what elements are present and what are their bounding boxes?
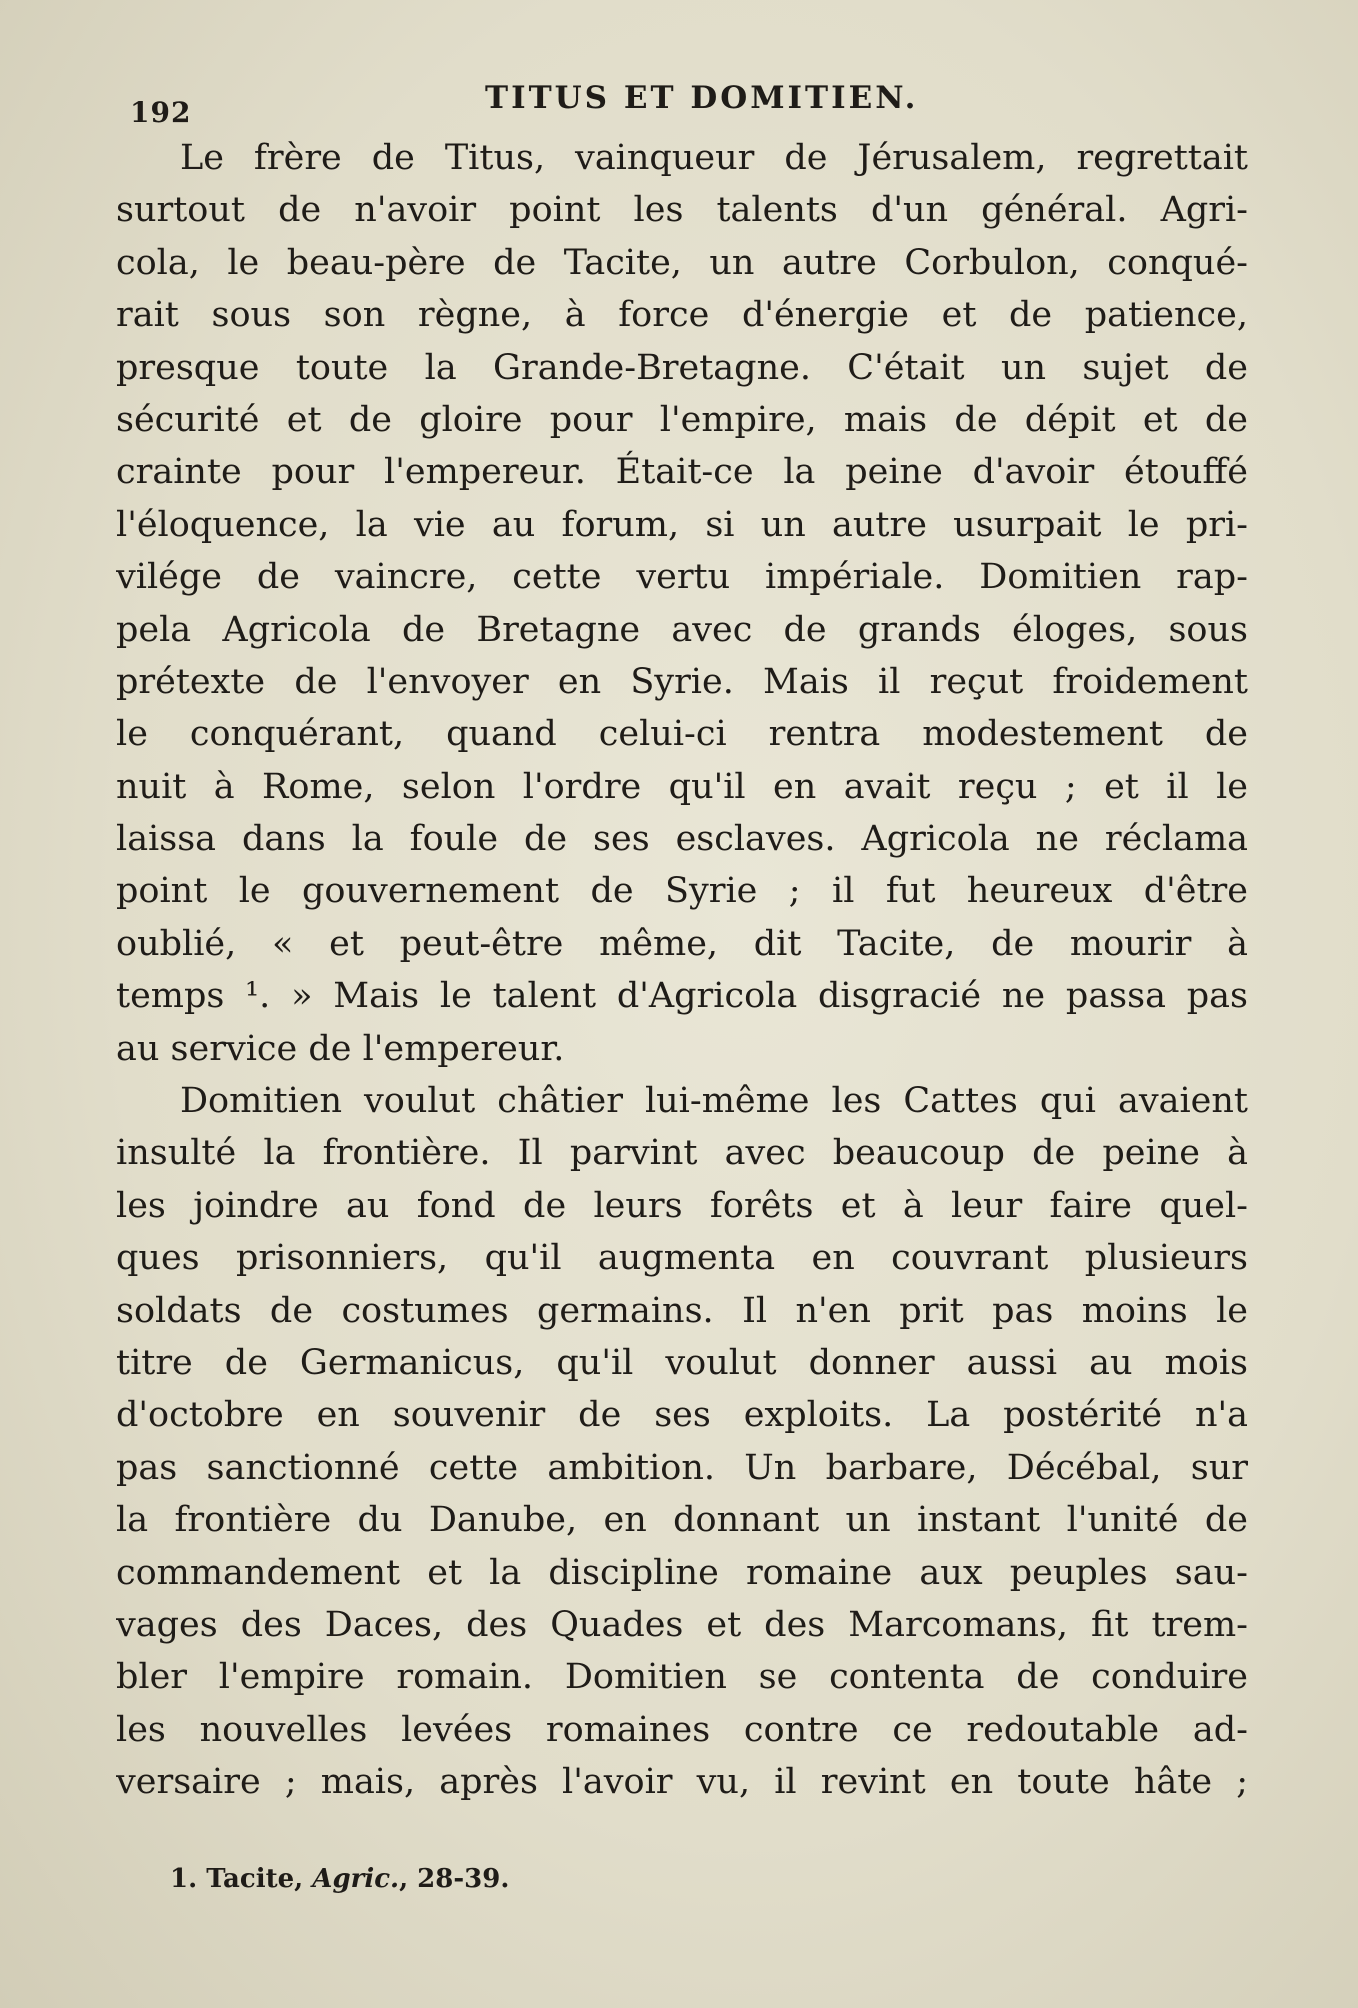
footnote-work: Agric.	[312, 1864, 400, 1894]
page-number: 192	[130, 96, 192, 129]
text-line: les nouvelles levées romaines contre ce redoutable ad-	[116, 1709, 1248, 1750]
text-line: ques prisonniers, qu'il augmenta en couvrant plusieurs	[116, 1238, 1248, 1279]
text-line: bler l'empire romain. Domitien se contenta de conduire	[116, 1657, 1248, 1698]
text-line: oublié, « et peut-être même, dit Tacite, de mourir à	[116, 923, 1248, 964]
text-line: temps ¹. » Mais le talent d'Agricola disgracié ne passa pas	[116, 976, 1248, 1017]
text-line: au service de l'empereur.	[116, 1028, 565, 1069]
text-line: les joindre au fond de leurs forêts et à leur faire quel-	[116, 1185, 1248, 1226]
text-line: rait sous son règne, à force d'énergie et de patience,	[116, 295, 1248, 336]
paragraph	[116, 1075, 1248, 1808]
text-line: pas sanctionné cette ambition. Un barbare, Décébal, sur	[116, 1447, 1248, 1488]
text-line: l'éloquence, la vie au forum, si un autre usurpait le pri-	[116, 504, 1248, 545]
text-line: point le gouvernement de Syrie ; il fut heureux d'être	[116, 871, 1248, 912]
text-line: vages des Daces, des Quades et des Marcomans, fit trem-	[116, 1604, 1248, 1645]
text-line: vilége de vaincre, cette vertu impériale. Domitien rap-	[116, 557, 1248, 598]
text-line: titre de Germanicus, qu'il voulut donner aussi au mois	[116, 1342, 1248, 1383]
text-line: surtout de n'avoir point les talents d'un général. Agri-	[116, 190, 1248, 231]
running-head	[130, 76, 1250, 129]
footnote-suffix: , 28-39.	[399, 1864, 510, 1894]
footnote	[170, 1864, 509, 1894]
text-line: soldats de costumes germains. Il n'en prit pas moins le	[116, 1290, 1248, 1331]
text-line: prétexte de l'envoyer en Syrie. Mais il reçut froidement	[116, 661, 1248, 702]
text-line: pela Agricola de Bretagne avec de grands éloges, sous	[116, 609, 1248, 650]
text-line: insulté la frontière. Il parvint avec beaucoup de peine à	[116, 1133, 1248, 1174]
text-line: Domitien voulut châtier lui-même les Cattes qui avaient	[180, 1081, 1248, 1122]
body-text	[116, 132, 1248, 1809]
text-line: sécurité et de gloire pour l'empire, mais de dépit et de	[116, 399, 1248, 440]
text-line: presque toute la Grande-Bretagne. C'était un sujet de	[116, 347, 1248, 388]
text-line: versaire ; mais, après l'avoir vu, il revint en toute hâte ;	[116, 1762, 1248, 1803]
text-line: commandement et la discipline romaine aux peuples sau-	[116, 1552, 1248, 1593]
text-line: crainte pour l'empereur. Était-ce la peine d'avoir étouffé	[116, 452, 1248, 493]
text-line: d'octobre en souvenir de ses exploits. La postérité n'a	[116, 1395, 1248, 1436]
paragraph	[116, 132, 1248, 1075]
running-title: TITUS ET DOMITIEN.	[485, 80, 919, 116]
text-line: nuit à Rome, selon l'ordre qu'il en avait reçu ; et il le	[116, 766, 1248, 807]
footnote-prefix: 1. Tacite,	[170, 1864, 313, 1894]
text-line: cola, le beau-père de Tacite, un autre Corbulon, conqué-	[116, 242, 1248, 283]
text-line: la frontière du Danube, en donnant un instant l'unité de	[116, 1500, 1248, 1541]
text-line: laissa dans la foule de ses esclaves. Agricola ne réclama	[116, 819, 1248, 860]
text-line: le conquérant, quand celui-ci rentra modestement de	[116, 714, 1248, 755]
text-line: Le frère de Titus, vainqueur de Jérusalem, regrettait	[180, 138, 1248, 178]
